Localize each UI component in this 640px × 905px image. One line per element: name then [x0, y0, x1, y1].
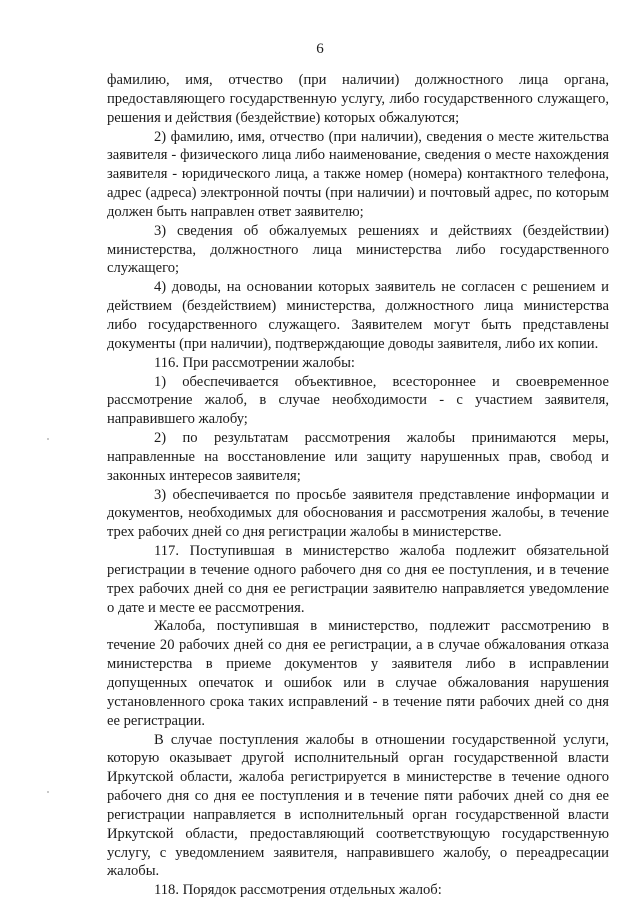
document-body [107, 71, 609, 900]
paragraph: фамилию, имя, отчество (при наличии) должностного лица органа, предоставляющего государственную услугу, либо государственного служащего, решения и действия (бездействие) которых обжалуются; [107, 72, 609, 126]
paragraph: 2) фамилию, имя, отчество (при наличии), сведения о месте жительства заявителя - физического лица либо наименование, сведения о месте нахождения заявителя - юридического лица, а также номер (номера) контактного телефона, адрес (адреса) электронной почты (при наличии) и почтовый адрес, по которым должен быть направлен ответ заявителю; [107, 128, 609, 220]
scan-mark [47, 438, 49, 440]
paragraph: 3) обеспечивается по просьбе заявителя представление информации и документов, необходимых для обоснования и рассмотрения жалобы, в течение трех рабочих дней со дня регистрации жалобы в министерстве. [107, 486, 609, 541]
paragraph: 2) по результатам рассмотрения жалобы принимаются меры, направленные на восстановление или защиту нарушенных прав, свобод и законных интересов заявителя; [107, 430, 609, 484]
paragraph: 3) сведения об обжалуемых решениях и действиях (бездействии) министерства, должностного лица министерства либо государственного служащего; [107, 222, 609, 277]
paragraph: 116. При рассмотрении жалобы: [154, 354, 355, 371]
paragraph: Жалоба, поступившая в министерство, подлежит рассмотрению в течение 20 рабочих дней со дня ее регистрации, а в случае обжалования отказа министерства в приеме документов у заявителя либо в исправлении допущенных опечаток и ошибок или в случае обжалования нарушения установленного срока таких исправлений - в течение пяти рабочих дней со дня ее регистрации. [107, 618, 609, 729]
scan-mark [47, 791, 49, 793]
paragraph: В случае поступления жалобы в отношении государственной услуги, которую оказывает другой исполнительный орган государственной власти Иркутской области, жалоба регистрируется в министерстве в течение одного рабочего дня со дня ее поступления и в течение пяти рабочих дней со дня ее регистрации направляется в исполнительный орган государственной власти Иркутской области, предоставляющий соответствующую государственную услугу, с уведомлением заявителя, направившего жалобу, о переадресации жалобы. [107, 731, 609, 880]
paragraph: 118. Порядок рассмотрения отдельных жалоб: [154, 882, 442, 899]
paragraph: 117. Поступившая в министерство жалоба подлежит обязательной регистрации в течение одного рабочего дня со дня ее поступления, и в течение трех рабочих дней со дня ее регистрации заявителю направляется уведомление о дате и месте ее рассмотрения. [107, 543, 609, 616]
paragraph: 1) обеспечивается объективное, всестороннее и своевременное рассмотрение жалоб, в случае необходимости - с участием заявителя, направившего жалобу; [107, 373, 609, 428]
paragraph: 4) доводы, на основании которых заявитель не согласен с решением и действием (бездействием) министерства, должностного лица министерства либо государственного служащего. Заявителем могут быть представлены документы (при наличии), подтверждающие доводы заявителя, либо их копии. [107, 279, 609, 352]
page-number: 6 [316, 41, 324, 57]
